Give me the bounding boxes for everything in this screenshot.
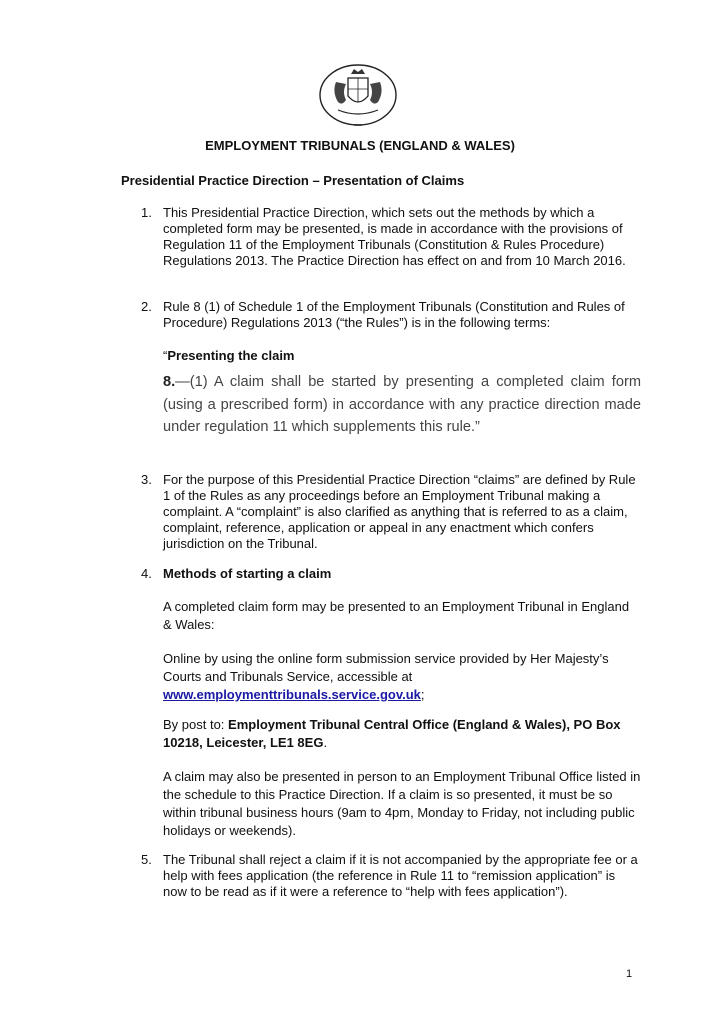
item-text: This Presidential Practice Direction, which sets out the methods by which a completed form may be presented, is made in accordance with the provisions of Regulation 11 of the Employment Tribunals (Constitution & Rules Procedure) Regulations 2013. The Practice Direction has effect on and from 10 March 2016. <box>163 205 626 268</box>
list-item <box>141 566 641 582</box>
item-heading: Methods of starting a claim <box>163 566 332 581</box>
method-online: Online by using the online form submission service provided by Her Majesty’s Courts and Tribunals Service, accessible at www.employmenttribunals.service.gov.uk; <box>163 651 609 702</box>
rule-text: —(1) A claim shall be started by presenting a completed claim form (using a prescribed form) in accordance with any practice direction made under regulation 11 which supplements this rule.” <box>163 374 641 435</box>
document-title: EMPLOYMENT TRIBUNALS (ENGLAND & WALES) <box>205 138 515 153</box>
item-number: 3. <box>141 472 152 487</box>
method-in-person: A claim may also be presented in person to an Employment Tribunal Office listed in the schedule to this Practice Direction. If a claim is so presented, it must be so within tribunal business hours (9am to 4pm, Monday to Friday, not including public holidays or weekends). <box>163 769 641 838</box>
post-address: Employment Tribunal Central Office (England & Wales), PO Box 10218, Leicester, LE1 8EG <box>163 717 621 750</box>
quote-heading: “Presenting the claim <box>163 348 295 363</box>
item-text: The Tribunal shall reject a claim if it is not accompanied by the appropriate fee or a help with fees application (the reference in Rule 11 to “remission application” is now to be read as if it were a reference to “help with fees application”). <box>163 852 638 899</box>
tribunals-website-link[interactable]: www.employmenttribunals.service.gov.uk <box>163 687 421 702</box>
royal-coat-of-arms-logo <box>318 62 398 132</box>
item-number: 5. <box>141 852 152 867</box>
page-number: 1 <box>626 968 633 980</box>
list-item <box>141 472 641 552</box>
rule-number: 8. <box>163 374 176 390</box>
item-text: Rule 8 (1) of Schedule 1 of the Employment Tribunals (Constitution and Rules of Procedure) Regulations 2013 (“the Rules”) is in the following terms: <box>163 299 625 330</box>
item-text: For the purpose of this Presidential Practice Direction “claims” are defined by Rule 1 of the Rules as any proceedings before an Employment Tribunal making a complaint. A “complaint” is also clarified as anything that is referred to as a claim, complaint, reference, application or appeal in any enactment which confers jurisdiction on the Tribunal. <box>163 472 636 551</box>
item-number: 1. <box>141 205 152 220</box>
methods-intro: A completed claim form may be presented to an Employment Tribunal in England & Wales: <box>163 599 630 632</box>
item-number: 2. <box>141 299 152 314</box>
item-number: 4. <box>141 566 152 581</box>
document-subtitle: Presidential Practice Direction – Presentation of Claims <box>121 173 465 188</box>
list-item <box>141 205 641 269</box>
list-item <box>141 852 641 900</box>
method-post: By post to: Employment Tribunal Central Office (England & Wales), PO Box 10218, Leicester, LE1 8EG. <box>163 717 621 750</box>
list-item <box>141 299 641 331</box>
rule-quote <box>163 371 641 439</box>
